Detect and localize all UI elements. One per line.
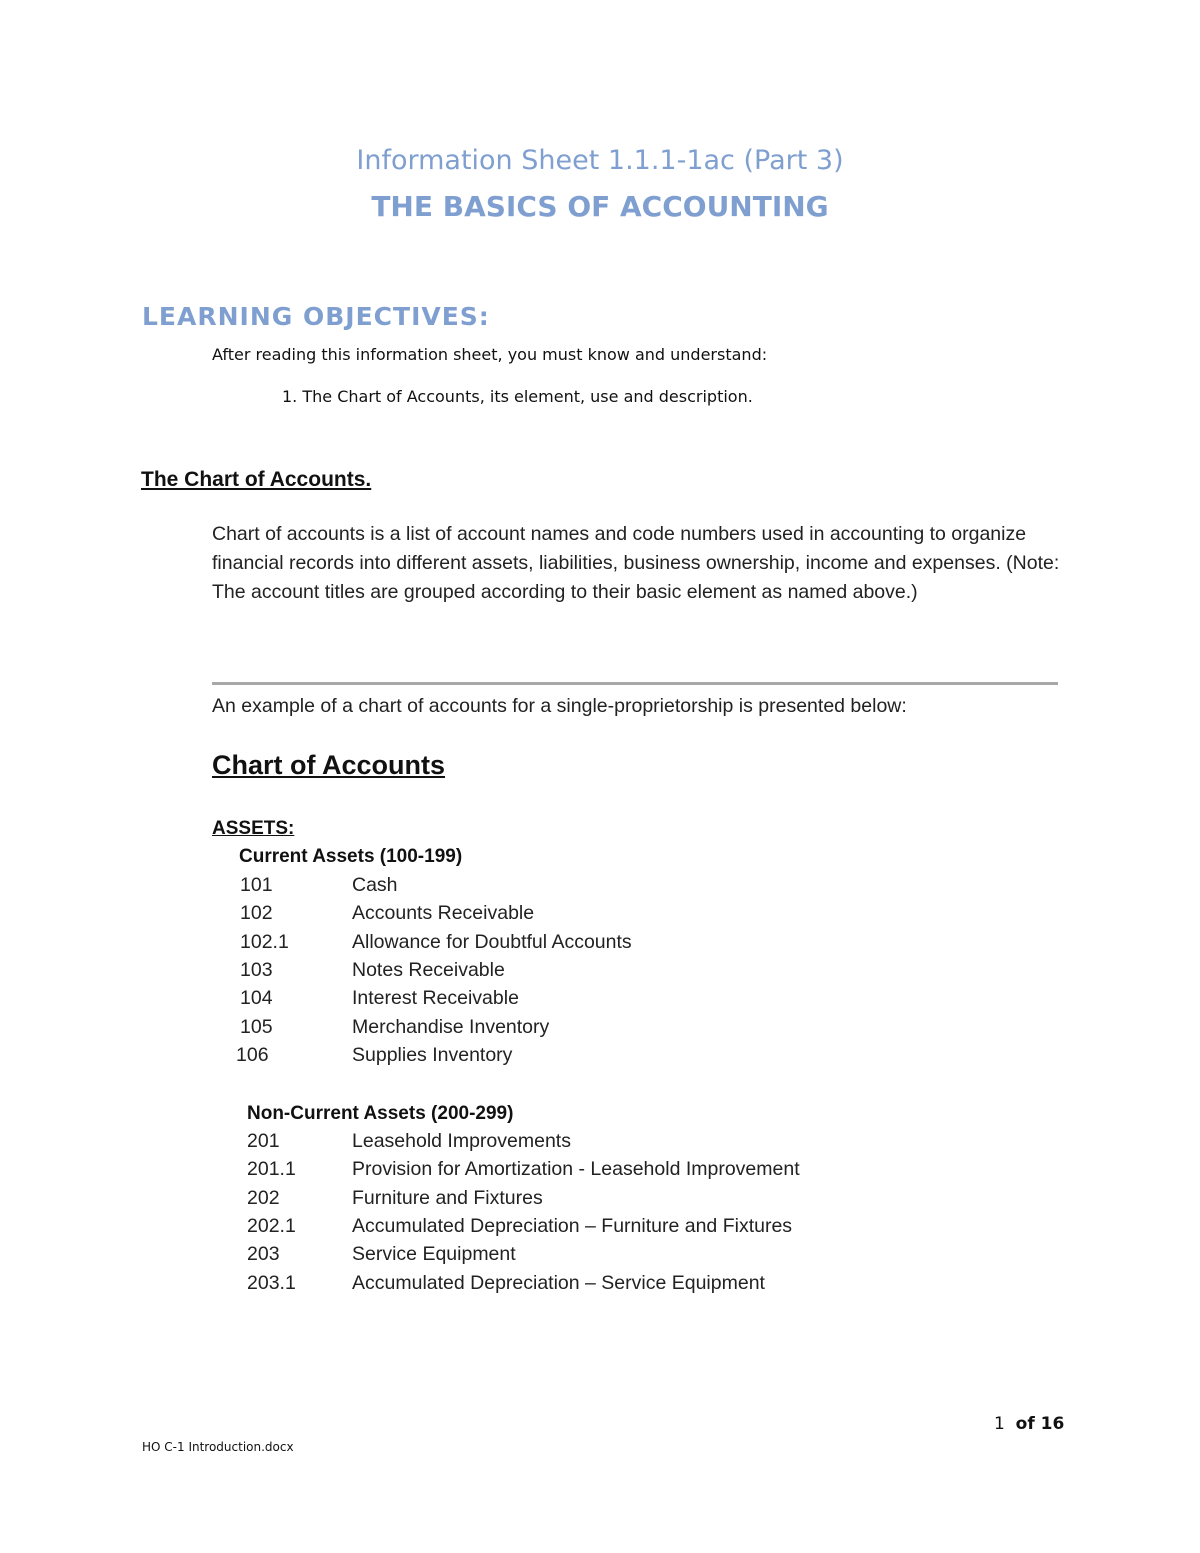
account-row <box>0 987 1200 1015</box>
account-code: 203.1 <box>247 1271 296 1294</box>
objectives-heading: LEARNING OBJECTIVES: <box>142 302 490 331</box>
account-name: Cash <box>352 874 398 896</box>
page-total: of 16 <box>1015 1414 1065 1434</box>
account-name: Interest Receivable <box>352 987 519 1010</box>
account-row <box>0 1243 1200 1271</box>
account-name: Supplies Inventory <box>352 1043 513 1066</box>
account-row <box>0 874 1200 902</box>
account-code: 201.1 <box>247 1158 296 1181</box>
divider <box>212 682 1058 685</box>
section-heading: The Chart of Accounts. <box>141 468 372 491</box>
account-row <box>0 1187 1200 1215</box>
account-name: Leasehold Improvements <box>352 1130 571 1152</box>
account-code: 201 <box>247 1130 280 1152</box>
account-name: Allowance for Doubtful Accounts <box>352 930 632 953</box>
account-name: Furniture and Fixtures <box>352 1186 543 1209</box>
chart-title: Chart of Accounts <box>212 750 446 780</box>
account-name: Merchandise Inventory <box>352 1015 550 1038</box>
account-row <box>0 1272 1200 1300</box>
account-row <box>0 959 1200 987</box>
account-name: Accounts Receivable <box>352 902 535 925</box>
account-row <box>0 1016 1200 1044</box>
assets-heading: ASSETS: <box>212 818 295 839</box>
account-code: 103 <box>240 958 273 981</box>
definition-paragraph: Chart of accounts is a list of account names and code numbers used in accounting to organize financial records into different assets, liabilities, business ownership, income and expenses. (Note: The account titles are grouped according to their basic element as named above.) <box>212 523 1060 603</box>
account-row <box>0 1215 1200 1243</box>
objective-item: 1. The Chart of Accounts, its element, use and description. <box>282 387 753 406</box>
account-row <box>0 1044 1200 1072</box>
account-code: 106 <box>236 1043 269 1066</box>
footer-file-name: HO C-1 Introduction.docx <box>142 1440 294 1454</box>
account-code: 203 <box>247 1243 280 1266</box>
main-title: THE BASICS OF ACCOUNTING <box>371 190 829 223</box>
example-intro: An example of a chart of accounts for a single-proprietorship is presented below: <box>212 695 907 717</box>
non-current-assets-heading: Non-Current Assets (200-299) <box>247 1103 514 1124</box>
page-current: 1 <box>994 1414 1005 1434</box>
account-code: 105 <box>240 1015 273 1038</box>
account-name: Notes Receivable <box>352 958 505 981</box>
account-code: 202 <box>247 1186 280 1209</box>
objectives-intro: After reading this information sheet, you must know and understand: <box>212 345 768 364</box>
account-name: Accumulated Depreciation – Service Equipment <box>352 1271 765 1294</box>
sheet-title: Information Sheet 1.1.1-1ac (Part 3) <box>356 145 844 176</box>
current-assets-heading: Current Assets (100-199) <box>239 846 463 867</box>
account-name: Accumulated Depreciation – Furniture and Fixtures <box>352 1214 793 1237</box>
account-name: Provision for Amortization - Leasehold Improvement <box>352 1158 800 1181</box>
account-code: 101 <box>240 874 273 896</box>
account-row <box>0 1158 1200 1186</box>
account-code: 104 <box>240 987 273 1010</box>
account-row <box>0 931 1200 959</box>
page-number <box>994 1414 1064 1434</box>
account-row <box>0 1130 1200 1158</box>
account-code: 102.1 <box>240 930 289 953</box>
account-name: Service Equipment <box>352 1243 516 1266</box>
account-code: 102 <box>240 902 273 925</box>
account-code: 202.1 <box>247 1214 296 1237</box>
account-row <box>0 902 1200 930</box>
